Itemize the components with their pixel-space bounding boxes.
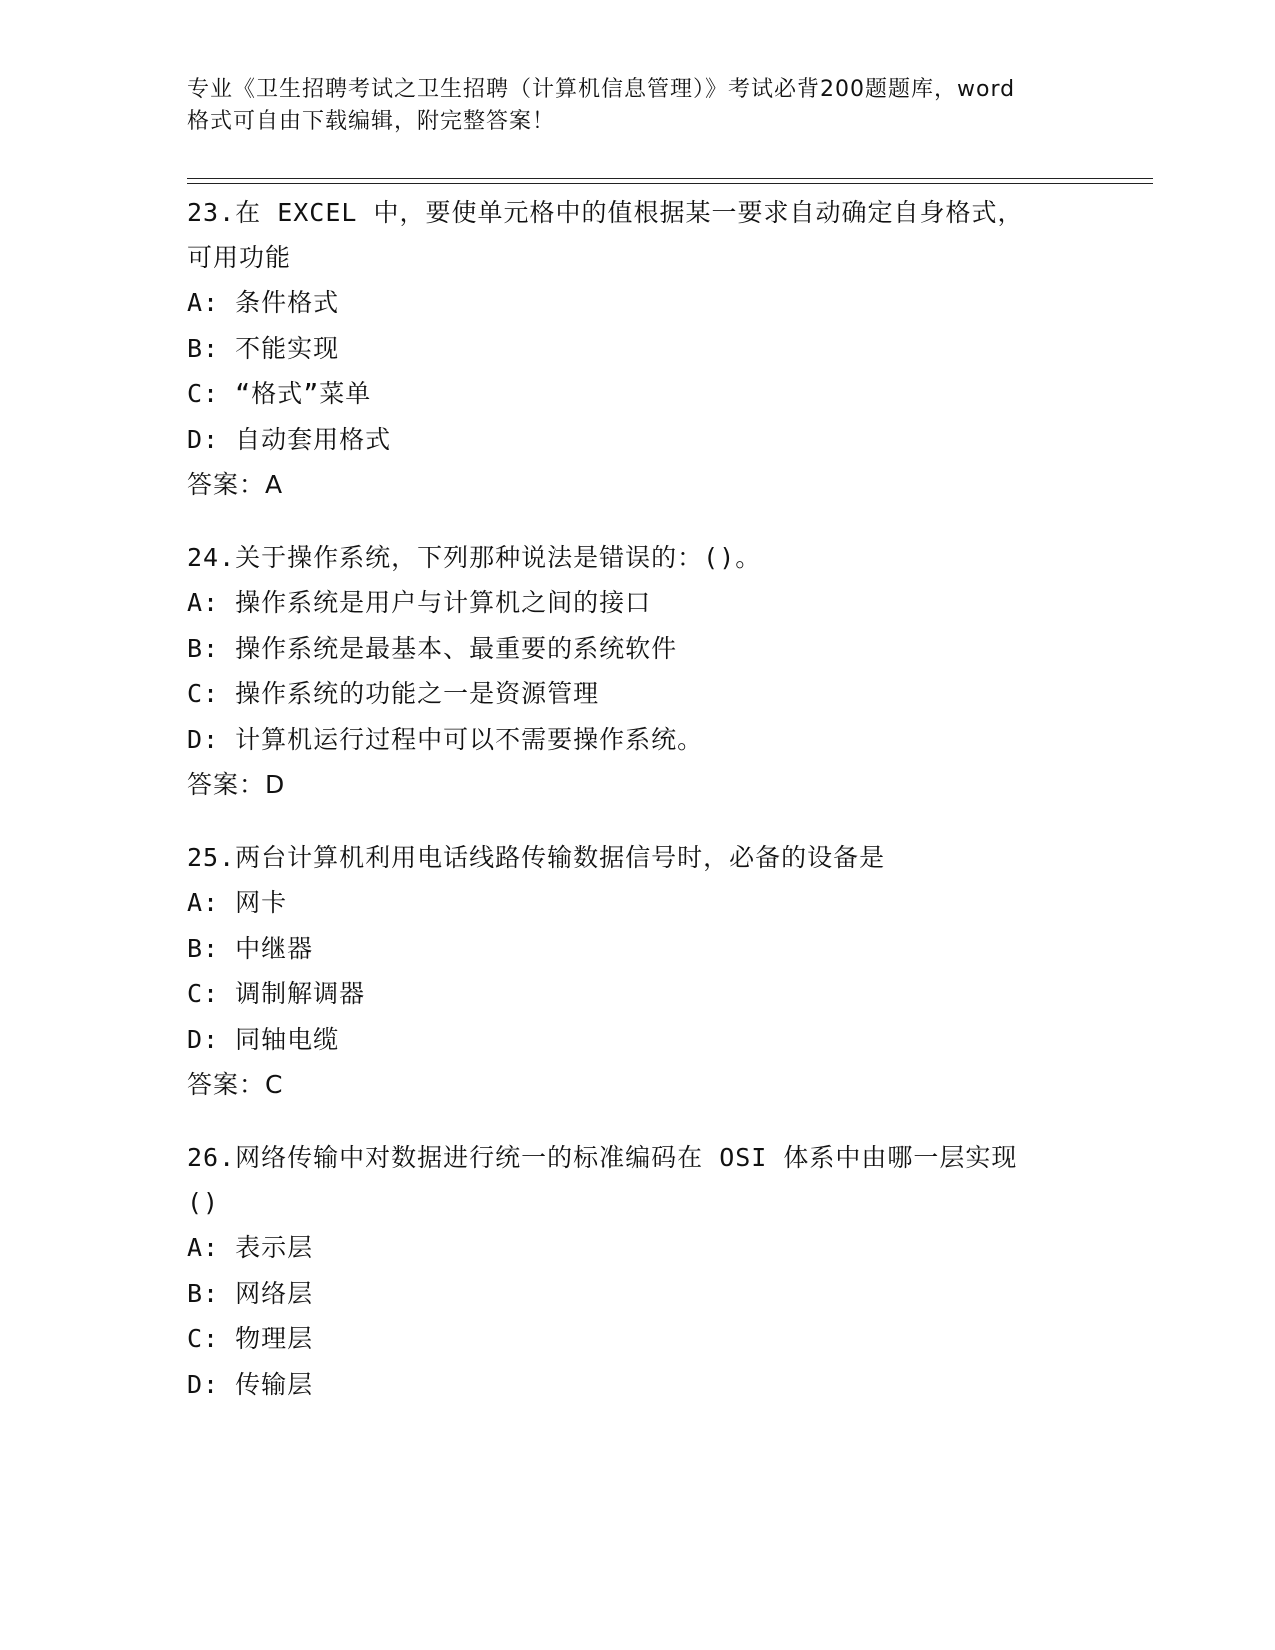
header-divider-top (187, 178, 1153, 179)
answer-line (187, 462, 1153, 507)
answer-value: C (265, 1070, 284, 1099)
option-a: A: 操作系统是用户与计算机之间的接口 (187, 588, 652, 617)
answer-label: 答案： (187, 1070, 266, 1099)
option-d: D: 自动套用格式 (187, 424, 392, 454)
question-25 (187, 835, 1153, 1107)
question-23 (187, 190, 1153, 507)
question-stem-line-1: 23.在 EXCEL 中，要使单元格中的值根据某一要求自动确定自身格式， (187, 198, 1024, 227)
answer-label: 答案： (187, 770, 266, 799)
question-24 (187, 535, 1153, 807)
document-header (187, 74, 1087, 138)
question-26 (187, 1135, 1153, 1407)
option-d: D: 计算机运行过程中可以不需要操作系统。 (187, 724, 704, 754)
answer-line (187, 762, 1153, 807)
answer-value: A (265, 470, 284, 499)
option-a: A: 网卡 (187, 888, 288, 917)
option-c: C: 操作系统的功能之一是资源管理 (187, 679, 600, 708)
answer-value: D (265, 770, 286, 799)
question-list (187, 190, 1153, 1435)
header-divider-bottom (187, 183, 1153, 184)
option-c: C: 调制解调器 (187, 979, 366, 1008)
option-c: C: 物理层 (187, 1324, 314, 1353)
answer-line (187, 1062, 1153, 1107)
question-stem-line-2: () (187, 1188, 220, 1217)
option-d: D: 传输层 (187, 1369, 314, 1399)
question-stem-line-1: 24.关于操作系统，下列那种说法是错误的：()。 (187, 543, 762, 572)
header-line-1: 专业《卫生招聘考试之卫生招聘（计算机信息管理）》考试必背200题题库，word (187, 77, 1016, 102)
question-stem-line-1: 25.两台计算机利用电话线路传输数据信号时，必备的设备是 (187, 843, 886, 872)
header-line-2: 格式可自由下载编辑，附完整答案！ (187, 109, 556, 134)
option-a: A: 条件格式 (187, 288, 340, 317)
option-b: B: 网络层 (187, 1278, 314, 1308)
option-b: B: 操作系统是最基本、最重要的系统软件 (187, 633, 678, 663)
option-b: B: 不能实现 (187, 333, 340, 363)
question-stem-line-2: 可用功能 (187, 243, 292, 272)
option-d: D: 同轴电缆 (187, 1024, 340, 1054)
answer-label: 答案： (187, 470, 266, 499)
option-b: B: 中继器 (187, 933, 314, 963)
question-stem-line-1: 26.网络传输中对数据进行统一的标准编码在 OSI 体系中由哪一层实现 (187, 1143, 1018, 1172)
option-a: A: 表示层 (187, 1233, 314, 1262)
option-c: C: “格式”菜单 (187, 379, 372, 408)
